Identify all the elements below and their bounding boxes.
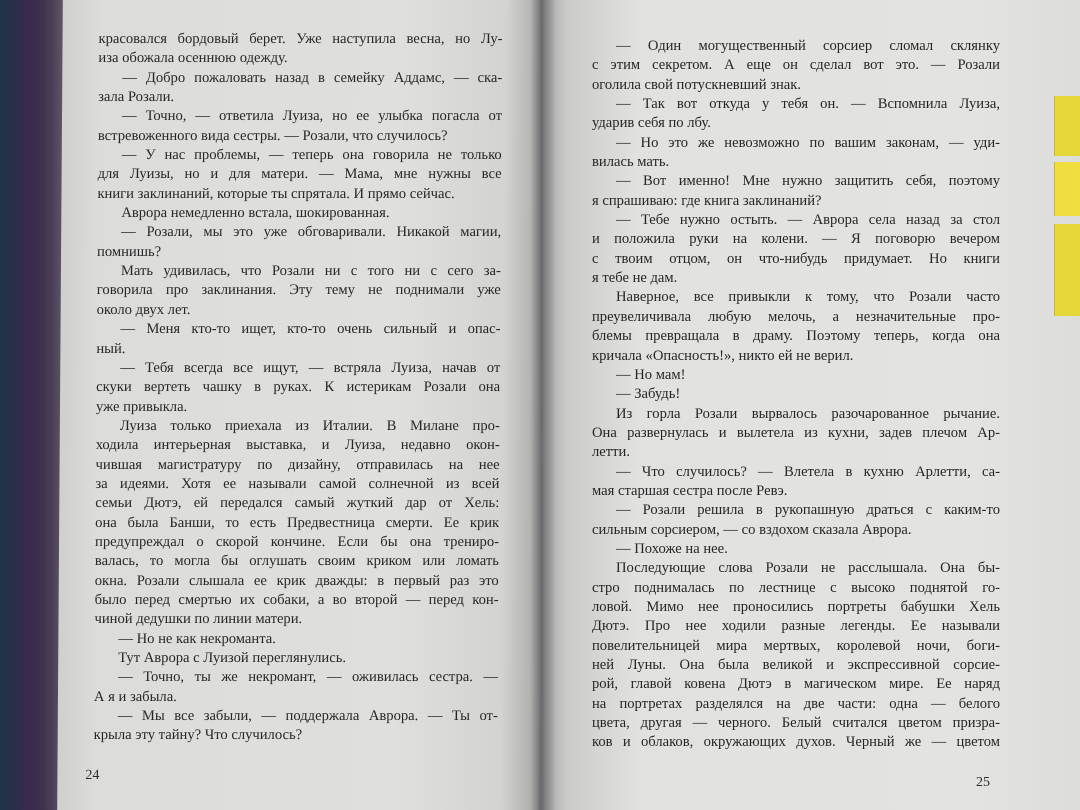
yellow-sticky-tab — [1054, 96, 1080, 156]
yellow-sticky-tab — [1054, 162, 1080, 216]
text-line: ный. — [96, 340, 126, 357]
text-line: рой, главой ковена Дютэ в магическом мире. Ее наряд — [592, 676, 1000, 693]
text-line: предупреждал о скорой кончине. Если бы она трениро- — [94, 533, 500, 550]
text-line: блемы превращала в драму. Поэтому теперь, когда она — [592, 328, 1000, 345]
text-line: Она развернулась и вылетела из кухни, задев плечом Ар- — [592, 424, 1000, 441]
text-line: встревоженного вида сестры. — Розали, что случилось? — [97, 127, 448, 144]
text-line: окна. Розали слышала ее крик дважды: в первый раз это — [94, 572, 499, 589]
left-page-text — [94, 30, 503, 746]
text-line: цвета, другая — черного. Белый считался цветом призра- — [592, 715, 1000, 732]
text-line: повелительницей мира мертвых, королевой ночи, боги- — [592, 637, 1000, 654]
text-line: — У нас проблемы, — теперь она говорила не только — [121, 147, 502, 164]
text-line: валась, то могла бы оглушать своим криком или ломать — [94, 553, 499, 570]
text-line: преувеличивала любую мелочь, а незначительные про- — [592, 308, 1000, 325]
text-line: ловой. Мимо нее проносились портреты бабушки Хель — [592, 598, 1000, 615]
text-line: чиной дедушки по линии матери. — [94, 611, 303, 628]
text-line: ходила интерьерная выставка, и Луиза, недавно окон- — [95, 437, 500, 454]
text-line: Наверное, все привыкли к тому, что Розали часто — [616, 289, 1000, 306]
text-line: — Меня кто-то ищет, кто-то очень сильный и опас- — [120, 321, 501, 338]
text-line: говорила про заклинания. Эту тему не поднимали уже — [96, 282, 501, 299]
text-line: красовался бордовый берет. Уже наступила весна, но Лу- — [98, 31, 503, 47]
text-line: кричала «Опасность!», никто ей не верил. — [592, 347, 854, 364]
text-line: мая старшая сестра после Ревэ. — [592, 482, 788, 499]
text-line: — Розали решила в рукопашную драться с каким-то — [616, 502, 1000, 519]
text-line: — Точно, ты же некромант, — оживилась сестра. — — [118, 669, 499, 686]
text-line: Последующие слова Розали не расслышала. Она бы- — [616, 560, 1000, 577]
text-line: семьи Дютэ, ей передался самый жуткий дар от Хель: — [95, 495, 500, 512]
text-line: и положила руки на колени. — Я поговорю вечером — [592, 231, 1000, 248]
text-line: около двух лет. — [96, 301, 191, 318]
text-line: скуки вертеть чашку в руках. К истерикам Розали она — [96, 379, 501, 396]
text-line: Тут Аврора с Луизой переглянулись. — [118, 650, 347, 666]
text-line: уже привыкла. — [95, 398, 188, 415]
text-line: Мать удивилась, что Розали ни с того ни с сего за- — [120, 263, 501, 280]
text-line: А я и забыла. — [93, 688, 177, 705]
yellow-sticky-tab — [1054, 224, 1080, 316]
text-line: я спрашиваю: где книга заклинаний? — [592, 192, 822, 209]
text-line: ней Луны. Она была великой и экспрессивной сорсие- — [592, 657, 1000, 673]
text-line: на портретах разделялся на две части: одна — белого — [592, 695, 1000, 712]
text-line: за идеями. Хотя ее называли самой солнечной из всей — [95, 475, 500, 492]
text-line: было перед смертью их собаки, а во второй — перед кон- — [94, 591, 499, 608]
text-line: Из горла Розали вырвалось разочарованное рычание. — [616, 405, 1000, 422]
text-line: — Мы все забыли, — поддержала Аврора. — Ты от- — [117, 708, 498, 725]
text-line: — Тебе нужно остыть. — Аврора села назад за стол — [616, 212, 1000, 229]
text-line: ударив себя по лбу. — [592, 115, 711, 132]
text-line: зала Розали. — [98, 89, 175, 106]
right-page-number: 25 — [976, 775, 990, 790]
text-line: — Добро пожаловать назад в семейку Аддамс, — ска- — [122, 69, 503, 86]
text-line: — Забудь! — [616, 386, 681, 403]
text-line: — Но это же невозможно по вашим законам, — уди- — [616, 134, 1000, 151]
text-line: Луиза только приехала из Италии. В Милане про- — [119, 417, 500, 434]
book-gutter — [530, 0, 556, 810]
text-line: — Но не как некроманта. — [118, 630, 276, 647]
text-line: Дютэ. Про нее ходили разные легенды. Ее называли — [592, 618, 1000, 635]
text-line: — Розали, мы это уже обговаривали. Никакой магии, — [121, 224, 502, 241]
left-page — [57, 0, 545, 810]
text-line: — Но мам! — [616, 366, 686, 383]
right-page-text — [592, 37, 1000, 753]
text-line: летти. — [592, 444, 630, 461]
text-line: чившая магистратуру по дизайну, отправилась на нее — [95, 456, 500, 473]
text-line: я тебе не дам. — [592, 270, 678, 287]
text-line: — Точно, — ответила Луиза, но ее улыбка погасла от — [121, 108, 503, 125]
text-line: — Что случилось? — Влетела в кухню Арлетти, са- — [616, 463, 1000, 480]
text-line: с твоим отцом, он что-нибудь придумает. Но книги — [592, 250, 1000, 267]
text-line: она была Банши, то есть Предвестница смерти. Ее крик — [95, 514, 500, 531]
text-line: — Один могущественный сорсиер сломал склянку — [616, 38, 1000, 54]
text-line: стро поднималась по лестнице с высоко поднятой го- — [592, 579, 1000, 596]
text-line: вилась мать. — [592, 154, 670, 171]
text-line: книги заклинаний, которые ты спрятала. И прямо сейчас. — [97, 185, 455, 202]
text-line: — Тебя всегда все ищут, — встряла Луиза, начав от — [120, 359, 501, 376]
text-line: — Похоже на нее. — [616, 540, 728, 557]
text-line: крыла эту тайну? Что случилось? — [93, 727, 303, 744]
text-line: помнишь? — [97, 243, 162, 260]
text-line: ков и облаков, окружающих духов. Черный же — цветом — [592, 734, 1000, 751]
text-line: оголила свой потускневший знак. — [592, 76, 801, 93]
text-line: для Луизы, но и для матери. — Мама, мне нужны все — [97, 166, 502, 183]
right-page — [540, 0, 1080, 810]
text-line: — Вот именно! Мне нужно защитить себя, поэтому — [616, 173, 1000, 190]
text-line: иза обожала осеннюю одежду. — [98, 50, 288, 67]
text-line: сильным сорсиером, — со вздохом сказала Аврора. — [592, 521, 912, 538]
text-line: Аврора немедленно встала, шокированная. — [121, 205, 390, 222]
text-line: — Так вот откуда у тебя он. — Вспомнила Луиза, — [616, 96, 1000, 113]
left-page-number: 24 — [85, 768, 100, 783]
text-line: с этим секретом. А еще он сделал вот это. — Розали — [592, 57, 1000, 74]
